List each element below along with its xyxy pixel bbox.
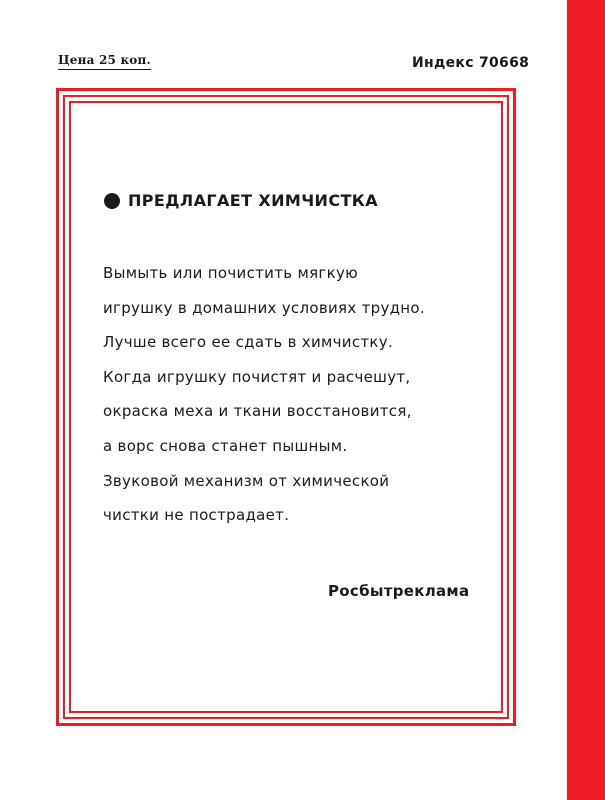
- ad-body-line: чистки не пострадает.: [103, 506, 290, 525]
- ad-body-line: Лучше всего ее сдать в химчистку.: [103, 333, 394, 352]
- ad-body-line: игрушку в домашних условиях трудно.: [103, 298, 425, 317]
- ad-body-line: Звуковой механизм от химической: [103, 471, 390, 490]
- bullet-icon: [104, 193, 120, 209]
- ad-body-line: Вымыть или почистить мягкую: [103, 264, 359, 282]
- index-label: Индекс 70668: [412, 55, 530, 71]
- ad-signature: Росбытреклама: [328, 582, 470, 600]
- ad-body-line: а ворс снова станет пышным.: [103, 436, 348, 455]
- ad-heading-text: ПРЕДЛАГАЕТ ХИМЧИСТКА: [128, 191, 379, 210]
- ad-body-line: Когда игрушку почистят и расчешут,: [103, 367, 411, 386]
- ad-body-line: окраска меха и ткани восстановится,: [103, 402, 412, 421]
- ad-body: [103, 256, 425, 533]
- price-label: Цена 25 коп.: [58, 53, 151, 70]
- ad-heading: [104, 191, 378, 210]
- red-side-strip: [567, 0, 605, 800]
